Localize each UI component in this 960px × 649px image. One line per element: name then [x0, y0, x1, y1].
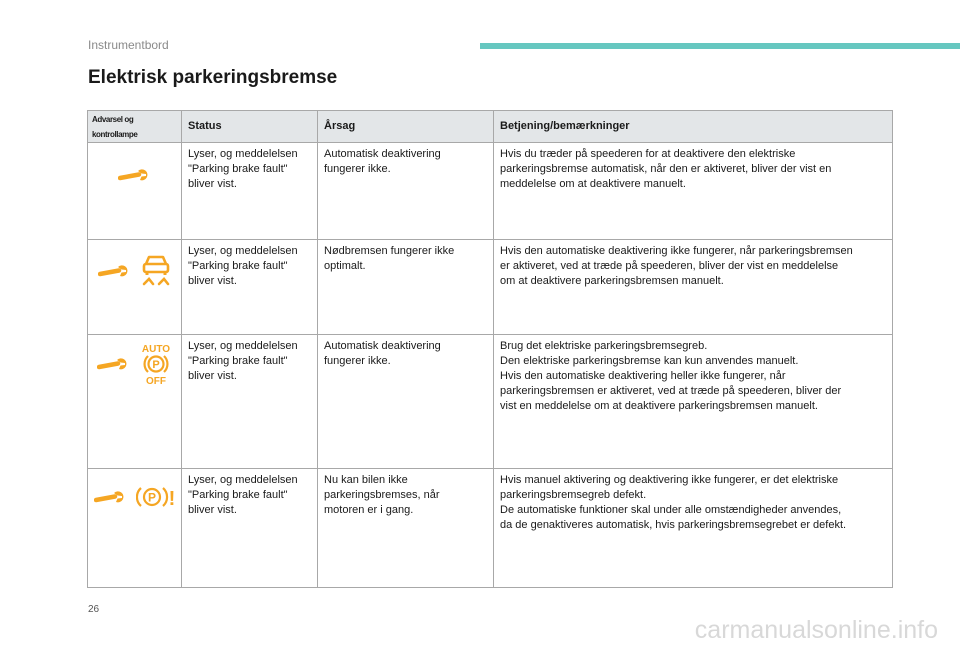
table-row — [88, 143, 893, 240]
lamp-cell — [88, 240, 182, 335]
cause-cell: Nødbremsen fungerer ikke optimalt. — [318, 240, 494, 335]
column-header-cause: Årsag — [318, 111, 494, 143]
cause-cell: Automatisk deaktivering fungerer ikke. — [318, 143, 494, 240]
column-header-lamp: Advarsel og kontrollampe — [88, 111, 182, 143]
lamp-cell — [88, 335, 182, 469]
column-header-status: Status — [182, 111, 318, 143]
lamp-cell — [88, 469, 182, 588]
auto-parking-off-icon — [139, 342, 173, 386]
cause-cell: Nu kan bilen ikke parkeringsbremses, når motoren er i gang. — [318, 469, 494, 588]
wrench-icon — [94, 490, 128, 504]
table-row — [88, 469, 893, 588]
icon-text-off: OFF — [145, 376, 166, 386]
page-number: 26 — [88, 604, 100, 615]
action-cell: Hvis den automatiske deaktivering ikke fungerer, når parkeringsbremsen er aktiveret, ved at træde på speederen, bliver der vist en meddelelse om at deaktivere parkeringsbremsen manuelt. — [494, 240, 893, 335]
section-accent-bar — [480, 43, 960, 49]
action-cell: Brug det elektriske parkeringsbremsegreb. Den elektriske parkeringsbremse kan kun anvendes manuelt. Hvis den automatiske deaktivering heller ikke fungerer, når parkeringsbremsen er aktiveret, ved at træde på speederen, bliver der vist en meddelelse om at deaktivere parkeringsbremsen manuelt. — [494, 335, 893, 469]
wrench-icon — [98, 264, 132, 278]
status-cell: Lyser, og meddelelsen "Parking brake fault" bliver vist. — [182, 335, 318, 469]
table-row — [88, 240, 893, 335]
table-header-row — [88, 111, 893, 143]
lamp-cell — [88, 143, 182, 240]
emergency-brake-car-icon — [140, 254, 172, 288]
action-cell: Hvis du træder på speederen for at deaktivere den elektriske parkeringsbremse automatisk, når den er aktiveret, bliver der vist en meddelelse om at deaktivere manuelt. — [494, 143, 893, 240]
column-header-action: Betjening/bemærkninger — [494, 111, 893, 143]
wrench-icon — [118, 168, 152, 182]
icon-text-exclamation: ! — [168, 488, 175, 510]
page-title: Elektrisk parkeringsbremse — [88, 67, 338, 88]
wrench-icon — [97, 357, 131, 371]
icon-text-auto: AUTO — [141, 344, 170, 355]
table-row — [88, 335, 893, 469]
status-cell: Lyser, og meddelelsen "Parking brake fault" bliver vist. — [182, 469, 318, 588]
icon-text-p: P — [151, 359, 160, 371]
watermark: carmanualsonline.info — [694, 616, 938, 644]
section-label: Instrumentbord — [88, 38, 169, 52]
warning-lamp-table — [87, 110, 893, 588]
icon-text-p: P — [147, 490, 156, 505]
cause-cell: Automatisk deaktivering fungerer ikke. — [318, 335, 494, 469]
action-cell: Hvis manuel aktivering og deaktivering ikke fungerer, er det elektriske parkeringsbremsegreb defekt. De automatiske funktioner skal under alle omstændigheder anvendes, da de genaktiveres automatisk, hvis parkeringsbremsegrebet er defekt. — [494, 469, 893, 588]
parking-brake-fault-icon — [136, 483, 176, 511]
status-cell: Lyser, og meddelelsen "Parking brake fault" bliver vist. — [182, 240, 318, 335]
status-cell: Lyser, og meddelelsen "Parking brake fault" bliver vist. — [182, 143, 318, 240]
